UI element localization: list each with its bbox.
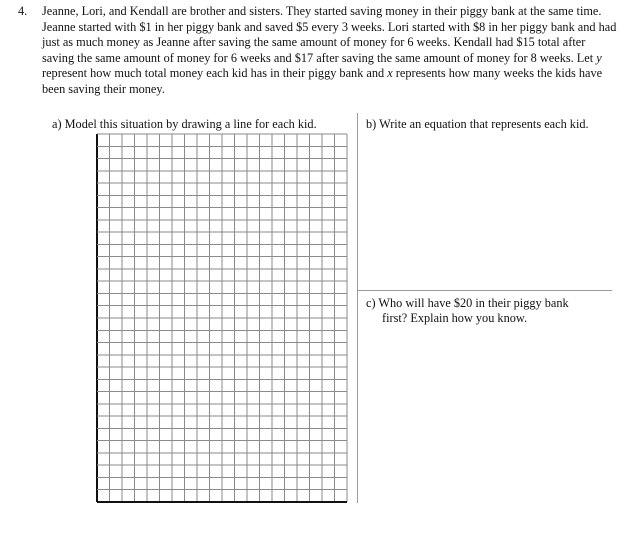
graph-grid[interactable] [96, 133, 348, 503]
problem-statement [18, 4, 618, 98]
problem-text-part2: represent how much total money each kid has in their piggy bank and [42, 66, 388, 81]
horizontal-divider [357, 290, 612, 291]
part-c-prompt-line2: first? Explain how you know. [382, 311, 528, 325]
variable-y: y [596, 50, 602, 65]
part-a-prompt: a) Model this situation by drawing a line for each kid. [52, 117, 317, 131]
part-c-prompt-line1: c) Who will have $20 in their piggy bank [366, 296, 569, 310]
problem-text [42, 4, 618, 98]
problem-number: 4. [18, 4, 28, 18]
problem-text-part1: Jeanne, Lori, and Kendall are brother and sisters. They started saving money in their piggy bank at the same time. Jeanne started with $1 in her piggy bank and saved $5 every 3 weeks. Lori started with $8 in her piggy bank and had just as much money as Jeanne after saving the same amount of money for 6 weeks. Kendall had $15 total after saving the same amount of money for 6 weeks and $17 after saving the same amount of money for 8 weeks. Let [42, 4, 617, 65]
problem-text-part3: represents how many weeks the kids have been saving their money. [42, 66, 603, 96]
part-c-prompt [366, 296, 616, 326]
variable-x: x [387, 66, 393, 81]
part-b-prompt: b) Write an equation that represents each kid. [366, 117, 589, 131]
vertical-divider [357, 113, 358, 503]
